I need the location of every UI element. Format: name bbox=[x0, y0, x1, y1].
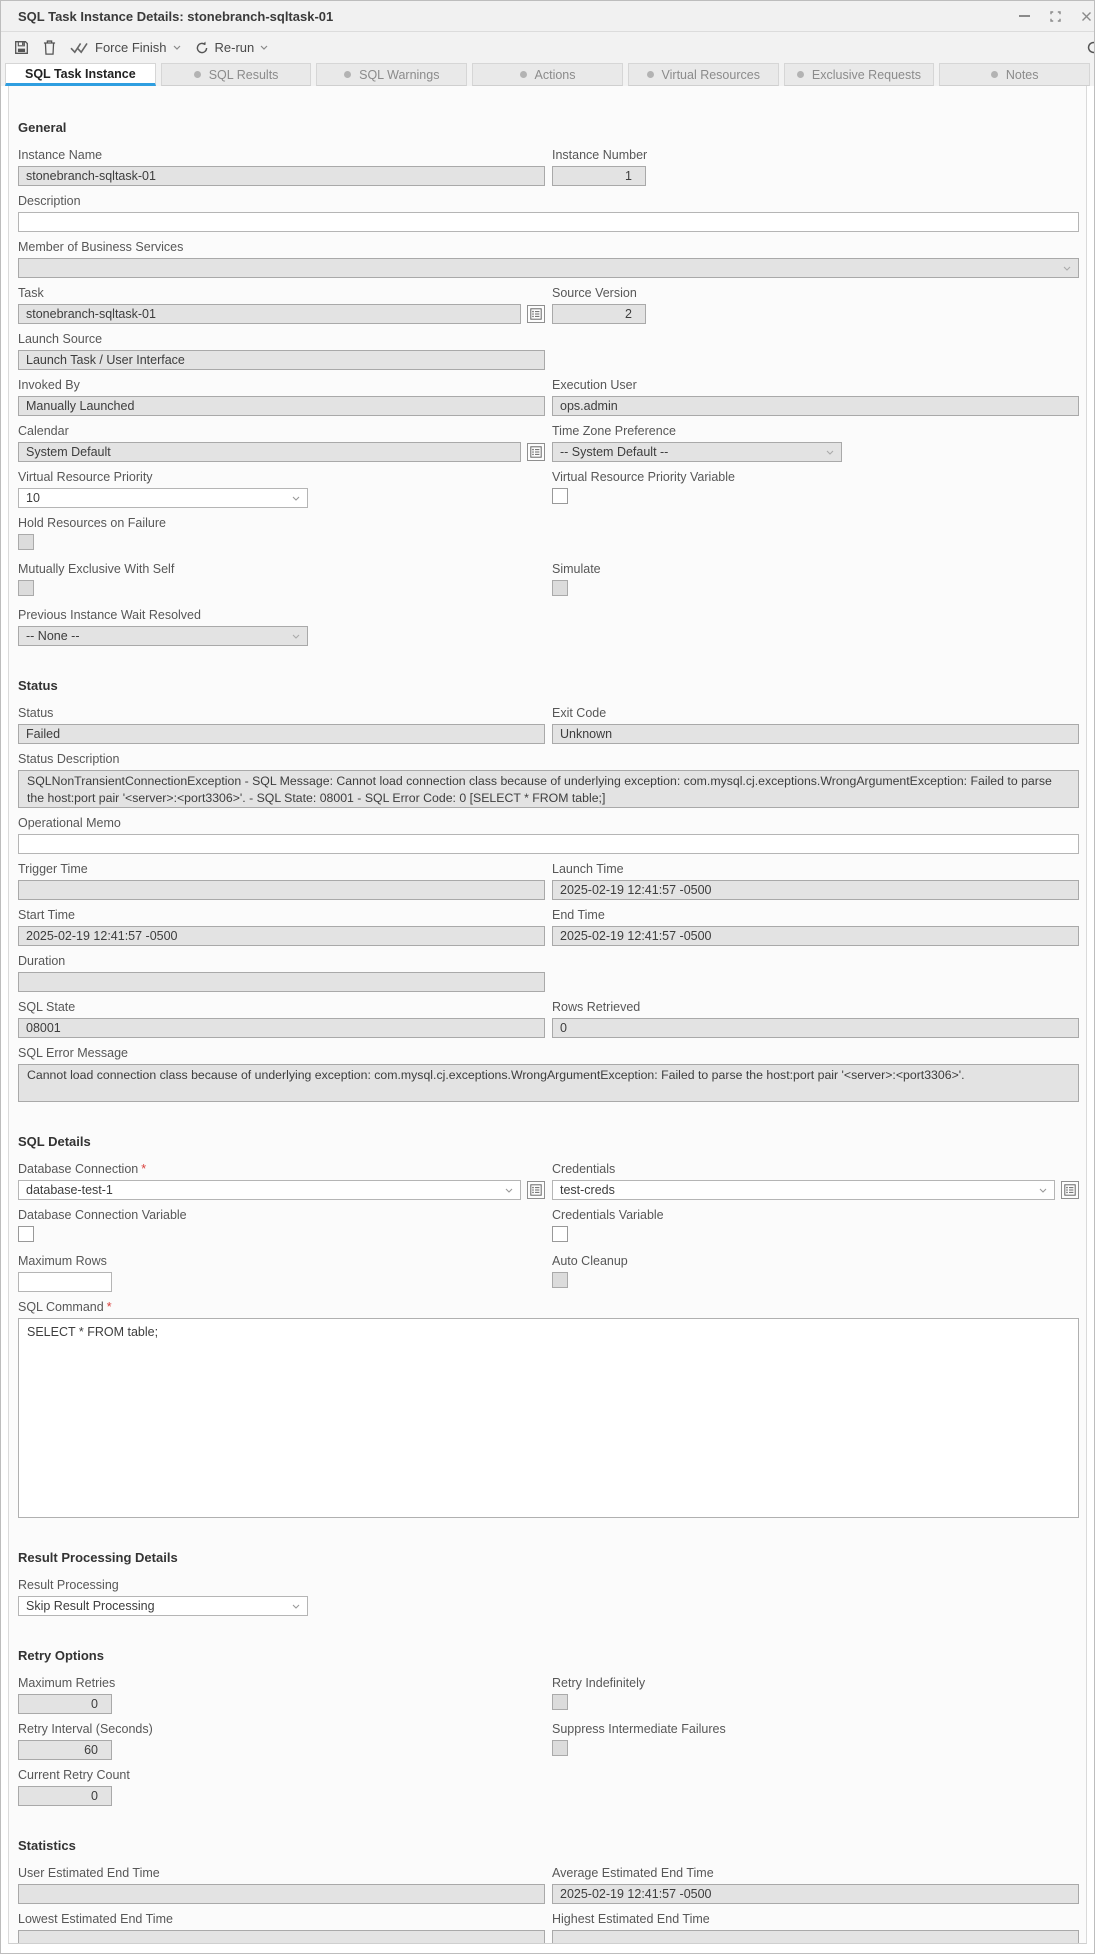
credentials-details-button[interactable] bbox=[1061, 1181, 1079, 1199]
retry-interval-label: Retry Interval (Seconds) bbox=[18, 1722, 153, 1736]
highest-estimated-end-time-label: Highest Estimated End Time bbox=[552, 1912, 710, 1926]
chevron-down-icon bbox=[292, 1604, 300, 1609]
suppress-intermediate-failures-label: Suppress Intermediate Failures bbox=[552, 1722, 726, 1736]
chevron-down-icon bbox=[826, 450, 834, 455]
tab-virtual-resources[interactable] bbox=[628, 63, 779, 86]
calendar-label: Calendar bbox=[18, 424, 69, 438]
chevron-down-icon bbox=[260, 45, 268, 50]
sql-state-label: SQL State bbox=[18, 1000, 76, 1014]
operational-memo-input[interactable] bbox=[18, 834, 1079, 854]
instance-name-input: stonebranch-sqltask-01 bbox=[18, 166, 545, 186]
required-marker: * bbox=[106, 1300, 112, 1314]
record-details-icon bbox=[530, 446, 542, 458]
field-auto-cleanup bbox=[552, 1254, 1079, 1292]
minimize-icon bbox=[1019, 15, 1030, 17]
field-operational-memo bbox=[18, 816, 1079, 854]
retry-indefinitely-checkbox bbox=[552, 1694, 568, 1710]
database-connection-label: Database Connection bbox=[18, 1162, 139, 1176]
description-label: Description bbox=[18, 194, 81, 208]
window-title: SQL Task Instance Details: stonebranch-sqltask-01 bbox=[18, 8, 334, 24]
field-invoked-by bbox=[18, 378, 545, 416]
credentials-select[interactable]: test-creds bbox=[552, 1180, 1055, 1200]
field-sql-state bbox=[18, 1000, 545, 1038]
task-details-button[interactable] bbox=[527, 305, 545, 323]
mutually-exclusive-with-self-checkbox bbox=[18, 580, 34, 596]
required-marker: * bbox=[141, 1162, 147, 1176]
minimize-button[interactable] bbox=[1016, 8, 1032, 24]
tab-bar bbox=[1, 63, 1094, 86]
delete-button[interactable] bbox=[43, 40, 56, 55]
trigger-time-input bbox=[18, 880, 545, 900]
section-heading-retry-options: Retry Options bbox=[18, 1648, 104, 1663]
database-connection-details-button[interactable] bbox=[527, 1181, 545, 1199]
chevron-down-icon bbox=[292, 634, 300, 639]
highest-estimated-end-time-input bbox=[552, 1930, 1079, 1944]
virtual-resource-priority-select[interactable]: 10 bbox=[18, 488, 308, 508]
section-heading-sql-details: SQL Details bbox=[18, 1134, 91, 1149]
task-input: stonebranch-sqltask-01 bbox=[18, 304, 521, 324]
field-start-time bbox=[18, 908, 545, 946]
virtual-resource-priority-label: Virtual Resource Priority bbox=[18, 470, 153, 484]
field-time-zone-preference bbox=[552, 424, 1079, 462]
calendar-input: System Default bbox=[18, 442, 521, 462]
source-version-input: 2 bbox=[552, 304, 646, 324]
invoked-by-input: Manually Launched bbox=[18, 396, 545, 416]
duration-input bbox=[18, 972, 545, 992]
field-launch-source bbox=[18, 332, 545, 370]
field-suppress-intermediate-failures bbox=[552, 1722, 1079, 1760]
field-hold-resources-on-failure bbox=[18, 516, 545, 554]
chevron-down-icon bbox=[505, 1188, 513, 1193]
start-time-input: 2025-02-19 12:41:57 -0500 bbox=[18, 926, 545, 946]
trigger-time-label: Trigger Time bbox=[18, 862, 88, 876]
tab-dot-icon bbox=[991, 71, 998, 78]
tab-sql-warnings[interactable] bbox=[316, 63, 467, 86]
rerun-icon bbox=[195, 41, 209, 55]
field-user-estimated-end-time bbox=[18, 1866, 545, 1904]
previous-instance-wait-resolved-label: Previous Instance Wait Resolved bbox=[18, 608, 201, 622]
sql-error-message-label: SQL Error Message bbox=[18, 1046, 128, 1060]
auto-cleanup-checkbox bbox=[552, 1272, 568, 1288]
virtual-resource-priority-variable-checkbox[interactable] bbox=[552, 488, 568, 504]
hold-resources-on-failure-label: Hold Resources on Failure bbox=[18, 516, 166, 530]
chevron-down-icon bbox=[1063, 266, 1071, 271]
instance-number-label: Instance Number bbox=[552, 148, 648, 162]
mutually-exclusive-with-self-label: Mutually Exclusive With Self bbox=[18, 562, 175, 576]
rows-retrieved-label: Rows Retrieved bbox=[552, 1000, 641, 1014]
execution-user-label: Execution User bbox=[552, 378, 637, 392]
field-duration bbox=[18, 954, 545, 992]
start-time-label: Start Time bbox=[18, 908, 75, 922]
virtual-resource-priority-variable-label: Virtual Resource Priority Variable bbox=[552, 470, 735, 484]
tab-dot-icon bbox=[344, 71, 351, 78]
section-heading-result-processing-details: Result Processing Details bbox=[18, 1550, 178, 1565]
tab-sql-results[interactable] bbox=[161, 63, 312, 86]
field-result-processing bbox=[18, 1578, 545, 1616]
description-input[interactable] bbox=[18, 212, 1079, 232]
field-source-version bbox=[552, 286, 1079, 324]
status-description-text: SQLNonTransientConnectionException - SQL Message: Cannot load connection class because of underlying exception: com.mysql.cj.exceptions.WrongArgumentException: Failed to parse the host:port pair '<server>:<port3306>'. - SQL State: 08001 - SQL Error Code: 0 [SELECT * FROM table;] bbox=[18, 770, 1079, 808]
maximum-rows-input[interactable] bbox=[18, 1272, 112, 1292]
result-processing-select[interactable]: Skip Result Processing bbox=[18, 1596, 308, 1616]
tab-dot-icon bbox=[647, 71, 654, 78]
maximize-button[interactable] bbox=[1047, 8, 1063, 24]
execution-user-input: ops.admin bbox=[552, 396, 1079, 416]
current-retry-count-label: Current Retry Count bbox=[18, 1768, 130, 1782]
sql-error-message-text: Cannot load connection class because of underlying exception: com.mysql.cj.exceptions.WrongArgumentException: Failed to parse the host:port pair '<server>:<port3306>'. bbox=[18, 1064, 1079, 1102]
field-exit-code bbox=[552, 706, 1079, 744]
chevron-down-icon bbox=[1039, 1188, 1047, 1193]
field-trigger-time bbox=[18, 862, 545, 900]
database-connection-variable-checkbox[interactable] bbox=[18, 1226, 34, 1242]
sql-command-textarea[interactable]: SELECT * FROM table; bbox=[18, 1318, 1079, 1518]
field-status bbox=[18, 706, 545, 744]
hold-resources-on-failure-checkbox bbox=[18, 534, 34, 550]
status-description-label: Status Description bbox=[18, 752, 120, 766]
record-details-icon bbox=[1064, 1184, 1076, 1196]
status-input: Failed bbox=[18, 724, 545, 744]
previous-instance-wait-resolved-select: -- None -- bbox=[18, 626, 308, 646]
source-version-label: Source Version bbox=[552, 286, 637, 300]
user-estimated-end-time-input bbox=[18, 1884, 545, 1904]
field-mutually-exclusive-with-self bbox=[18, 562, 545, 600]
task-label: Task bbox=[18, 286, 44, 300]
field-previous-instance-wait-resolved bbox=[18, 608, 545, 646]
member-of-business-services-select bbox=[18, 258, 1079, 278]
average-estimated-end-time-input: 2025-02-19 12:41:57 -0500 bbox=[552, 1884, 1079, 1904]
refresh-icon bbox=[1086, 40, 1095, 55]
field-credentials-variable bbox=[552, 1208, 1079, 1246]
maximum-rows-label: Maximum Rows bbox=[18, 1254, 107, 1268]
section-heading-general: General bbox=[18, 120, 67, 135]
exit-code-input: Unknown bbox=[552, 724, 1079, 744]
database-connection-select[interactable]: database-test-1 bbox=[18, 1180, 521, 1200]
field-lowest-estimated-end-time bbox=[18, 1912, 545, 1944]
field-highest-estimated-end-time bbox=[552, 1912, 1079, 1944]
tab-label: Exclusive Requests bbox=[811, 67, 921, 82]
field-virtual-resource-priority bbox=[18, 470, 545, 508]
launch-source-input: Launch Task / User Interface bbox=[18, 350, 545, 370]
simulate-label: Simulate bbox=[552, 562, 601, 576]
tab-label: Virtual Resources bbox=[661, 67, 760, 82]
field-sql-error-message bbox=[18, 1046, 1079, 1102]
rerun-button[interactable] bbox=[195, 40, 269, 55]
save-icon bbox=[14, 40, 29, 55]
launch-time-input: 2025-02-19 12:41:57 -0500 bbox=[552, 880, 1079, 900]
auto-cleanup-label: Auto Cleanup bbox=[552, 1254, 628, 1268]
tab-dot-icon bbox=[194, 71, 201, 78]
tab-sql-task-instance[interactable] bbox=[5, 63, 156, 86]
tab-label: SQL Results bbox=[208, 67, 279, 82]
field-instance-number bbox=[552, 148, 1079, 186]
invoked-by-label: Invoked By bbox=[18, 378, 80, 392]
sql-state-input: 08001 bbox=[18, 1018, 545, 1038]
credentials-label: Credentials bbox=[552, 1162, 616, 1176]
operational-memo-label: Operational Memo bbox=[18, 816, 121, 830]
section-heading-statistics: Statistics bbox=[18, 1838, 76, 1853]
current-retry-count-input: 0 bbox=[18, 1786, 112, 1806]
tab-notes[interactable] bbox=[939, 63, 1090, 86]
end-time-input: 2025-02-19 12:41:57 -0500 bbox=[552, 926, 1079, 946]
launch-time-label: Launch Time bbox=[552, 862, 624, 876]
trash-icon bbox=[43, 40, 56, 55]
simulate-checkbox bbox=[552, 580, 568, 596]
instance-name-label: Instance Name bbox=[18, 148, 103, 162]
suppress-intermediate-failures-checkbox bbox=[552, 1740, 568, 1756]
result-processing-label: Result Processing bbox=[18, 1578, 119, 1592]
field-sql-command bbox=[18, 1300, 1079, 1518]
record-details-icon bbox=[530, 308, 542, 320]
field-average-estimated-end-time bbox=[552, 1866, 1079, 1904]
field-database-connection-variable bbox=[18, 1208, 545, 1246]
force-finish-button[interactable] bbox=[70, 40, 181, 55]
field-credentials bbox=[552, 1162, 1079, 1200]
window-controls bbox=[1016, 8, 1094, 24]
member-of-business-services-label: Member of Business Services bbox=[18, 240, 184, 254]
title-bar bbox=[1, 1, 1094, 32]
sql-task-instance-panel bbox=[8, 86, 1087, 1944]
duration-label: Duration bbox=[18, 954, 66, 968]
field-simulate bbox=[552, 562, 1079, 600]
form-content bbox=[9, 86, 1086, 1944]
chevron-down-icon bbox=[292, 496, 300, 501]
field-rows-retrieved bbox=[552, 1000, 1079, 1038]
database-connection-variable-label: Database Connection Variable bbox=[18, 1208, 187, 1222]
tab-label: SQL Warnings bbox=[359, 67, 440, 82]
field-instance-name bbox=[18, 148, 545, 186]
maximize-icon bbox=[1050, 11, 1061, 22]
maximum-retries-label: Maximum Retries bbox=[18, 1676, 116, 1690]
calendar-details-button[interactable] bbox=[527, 443, 545, 461]
field-retry-interval bbox=[18, 1722, 545, 1760]
field-description bbox=[18, 194, 1079, 232]
tab-exclusive-requests[interactable] bbox=[784, 63, 935, 86]
exit-code-label: Exit Code bbox=[552, 706, 607, 720]
field-maximum-retries bbox=[18, 1676, 545, 1714]
field-member-of-business-services bbox=[18, 240, 1079, 278]
launch-source-label: Launch Source bbox=[18, 332, 103, 346]
tab-label: Actions bbox=[534, 67, 576, 82]
tab-label: SQL Task Instance bbox=[25, 66, 136, 81]
time-zone-preference-label: Time Zone Preference bbox=[552, 424, 676, 438]
tab-actions[interactable] bbox=[472, 63, 623, 86]
field-current-retry-count bbox=[18, 1768, 545, 1806]
lowest-estimated-end-time-label: Lowest Estimated End Time bbox=[18, 1912, 173, 1926]
retry-interval-input: 60 bbox=[18, 1740, 112, 1760]
save-button[interactable] bbox=[14, 40, 29, 55]
toolbar bbox=[1, 32, 1094, 63]
rerun-label: Re-run bbox=[214, 40, 255, 55]
field-database-connection bbox=[18, 1162, 545, 1200]
sql-command-label: SQL Command bbox=[18, 1300, 104, 1314]
instance-number-input: 1 bbox=[552, 166, 646, 186]
close-button[interactable] bbox=[1078, 8, 1094, 24]
field-maximum-rows bbox=[18, 1254, 545, 1292]
time-zone-preference-select: -- System Default -- bbox=[552, 442, 842, 462]
credentials-variable-checkbox[interactable] bbox=[552, 1226, 568, 1242]
field-calendar bbox=[18, 424, 545, 462]
tab-dot-icon bbox=[520, 71, 527, 78]
section-heading-status: Status bbox=[18, 678, 58, 693]
field-execution-user bbox=[552, 378, 1079, 416]
close-icon bbox=[1081, 11, 1092, 22]
chevron-down-icon bbox=[173, 45, 181, 50]
force-finish-label: Force Finish bbox=[95, 40, 167, 55]
tab-dot-icon bbox=[797, 71, 804, 78]
field-task bbox=[18, 286, 545, 324]
field-launch-time bbox=[552, 862, 1079, 900]
record-details-icon bbox=[530, 1184, 542, 1196]
end-time-label: End Time bbox=[552, 908, 605, 922]
rows-retrieved-input: 0 bbox=[552, 1018, 1079, 1038]
maximum-retries-input: 0 bbox=[18, 1694, 112, 1714]
field-status-description bbox=[18, 752, 1079, 808]
refresh-button[interactable] bbox=[1086, 40, 1095, 55]
retry-indefinitely-label: Retry Indefinitely bbox=[552, 1676, 646, 1690]
average-estimated-end-time-label: Average Estimated End Time bbox=[552, 1866, 714, 1880]
tab-label: Notes bbox=[1005, 67, 1039, 82]
user-estimated-end-time-label: User Estimated End Time bbox=[18, 1866, 160, 1880]
field-end-time bbox=[552, 908, 1079, 946]
lowest-estimated-end-time-input bbox=[18, 1930, 545, 1944]
status-label: Status bbox=[18, 706, 54, 720]
field-virtual-resource-priority-variable bbox=[552, 470, 1079, 508]
double-check-icon bbox=[70, 42, 89, 54]
credentials-variable-label: Credentials Variable bbox=[552, 1208, 664, 1222]
field-retry-indefinitely bbox=[552, 1676, 1079, 1714]
